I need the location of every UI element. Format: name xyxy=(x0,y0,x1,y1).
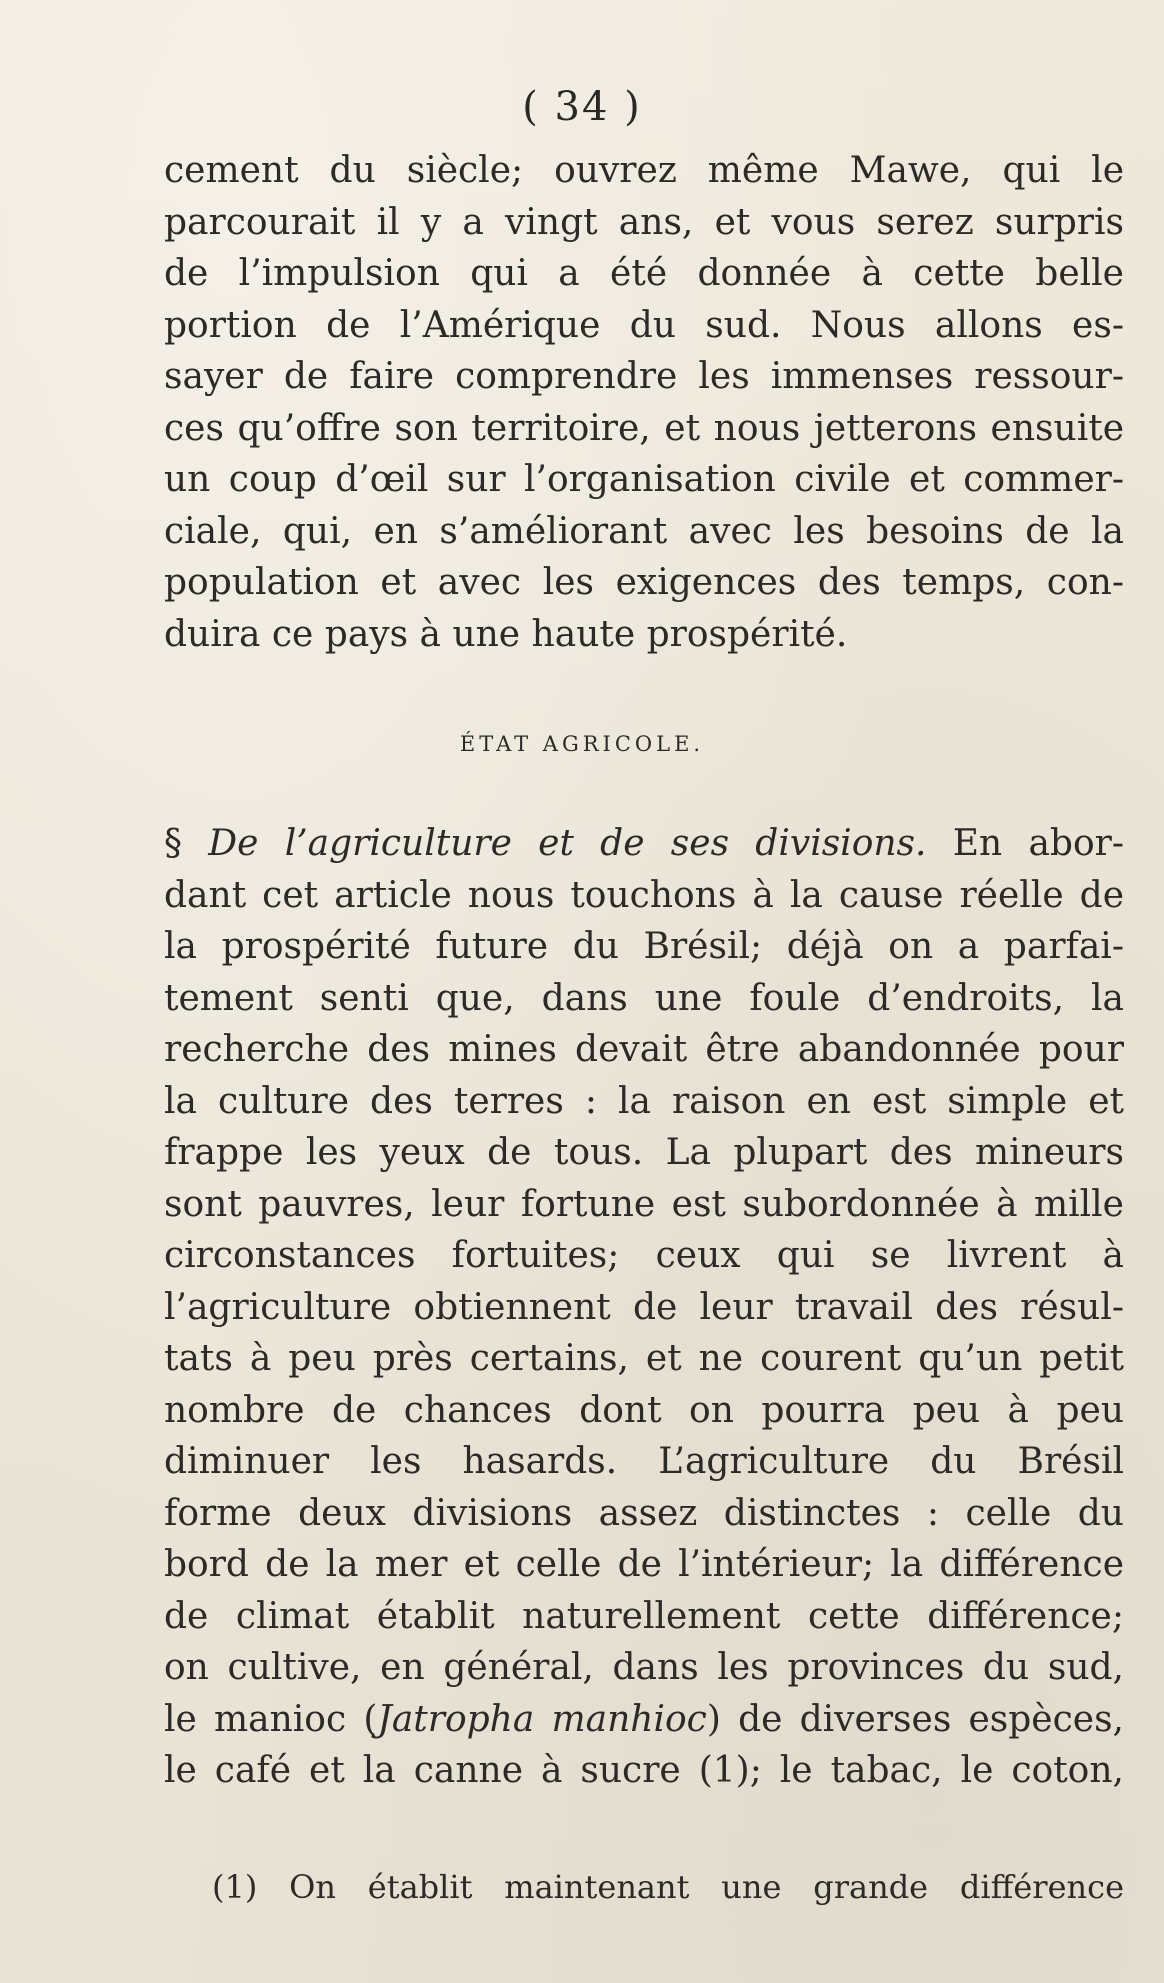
text-line: un coup d’œil sur l’organisation civile et commer- xyxy=(164,459,1124,500)
text-line: frappe les yeux de tous. La plupart des mineurs xyxy=(164,1132,1124,1173)
text-line: tement senti que, dans une foule d’endroits, la xyxy=(164,977,1124,1019)
text-line: la culture des terres : la raison en est simple et xyxy=(164,1080,1124,1122)
section-heading: ÉTAT AGRICOLE. xyxy=(459,732,705,756)
botanical-name-italic: Jatropha manhioc xyxy=(377,1698,707,1740)
text-line: de l’impulsion qui a été donnée à cette belle xyxy=(164,253,1124,294)
page-number: ( 34 ) xyxy=(522,84,642,130)
text-line: diminuer les hasards. L’agriculture du Brésil xyxy=(164,1441,1124,1482)
text-line: on cultive, en général, dans les provinces du sud, xyxy=(164,1647,1124,1688)
section-title-italic: De l’agriculture et de ses divisions. xyxy=(208,823,927,864)
text-line: forme deux divisions assez distinctes : celle du xyxy=(164,1492,1124,1534)
text-fragment: le manioc ( xyxy=(164,1698,378,1740)
paragraph-2-first-line xyxy=(164,818,1124,870)
manioc-line xyxy=(164,1694,1124,1746)
text-line: sont pauvres, leur fortune est subordonnée à mille xyxy=(164,1183,1124,1225)
text-line: portion de l’Amérique du sud. Nous allons es- xyxy=(164,304,1124,346)
text-line: tats à peu près certains, et ne courent qu’un petit xyxy=(164,1338,1124,1379)
text-fragment: ) de diverses espèces, xyxy=(706,1698,1124,1740)
section-mark: § xyxy=(164,823,209,864)
text-line: ces qu’offre son territoire, et nous jetterons ensuite xyxy=(164,407,1124,449)
text-fragment: En abor- xyxy=(926,823,1124,864)
text-line: l’agriculture obtiennent de leur travail des résul- xyxy=(164,1286,1124,1328)
text-line: parcourait il y a vingt ans, et vous serez surpris xyxy=(164,201,1124,243)
text-line: le café et la canne à sucre (1); le tabac, le coton, xyxy=(164,1750,1124,1791)
text-line: ciale, qui, en s’améliorant avec les besoins de la xyxy=(164,510,1124,552)
text-line: cement du siècle; ouvrez même Mawe, qui le xyxy=(164,150,1124,191)
text-line: dant cet article nous touchons à la cause réelle de xyxy=(164,874,1124,916)
paragraph-1 xyxy=(164,145,1124,660)
text-line: bord de la mer et celle de l’intérieur; la différence xyxy=(164,1544,1124,1585)
text-line: la prospérité future du Brésil; déjà on a parfai- xyxy=(164,926,1124,967)
text-line: nombre de chances dont on pourra peu à peu xyxy=(164,1389,1124,1431)
footnote: (1) On établit maintenant une grande différence xyxy=(212,1868,1124,1906)
text-line: population et avec les exigences des temps, con- xyxy=(164,562,1124,603)
text-line: recherche des mines devait être abandonnée pour xyxy=(164,1029,1124,1070)
text-line: circonstances fortuites; ceux qui se livrent à xyxy=(164,1235,1124,1276)
paragraph-2 xyxy=(164,818,1124,1797)
text-line: de climat établit naturellement cette différence; xyxy=(164,1595,1124,1637)
text-line: sayer de faire comprendre les immenses ressour- xyxy=(164,356,1124,397)
text-line: duira ce pays à une haute prospérité. xyxy=(164,613,848,655)
